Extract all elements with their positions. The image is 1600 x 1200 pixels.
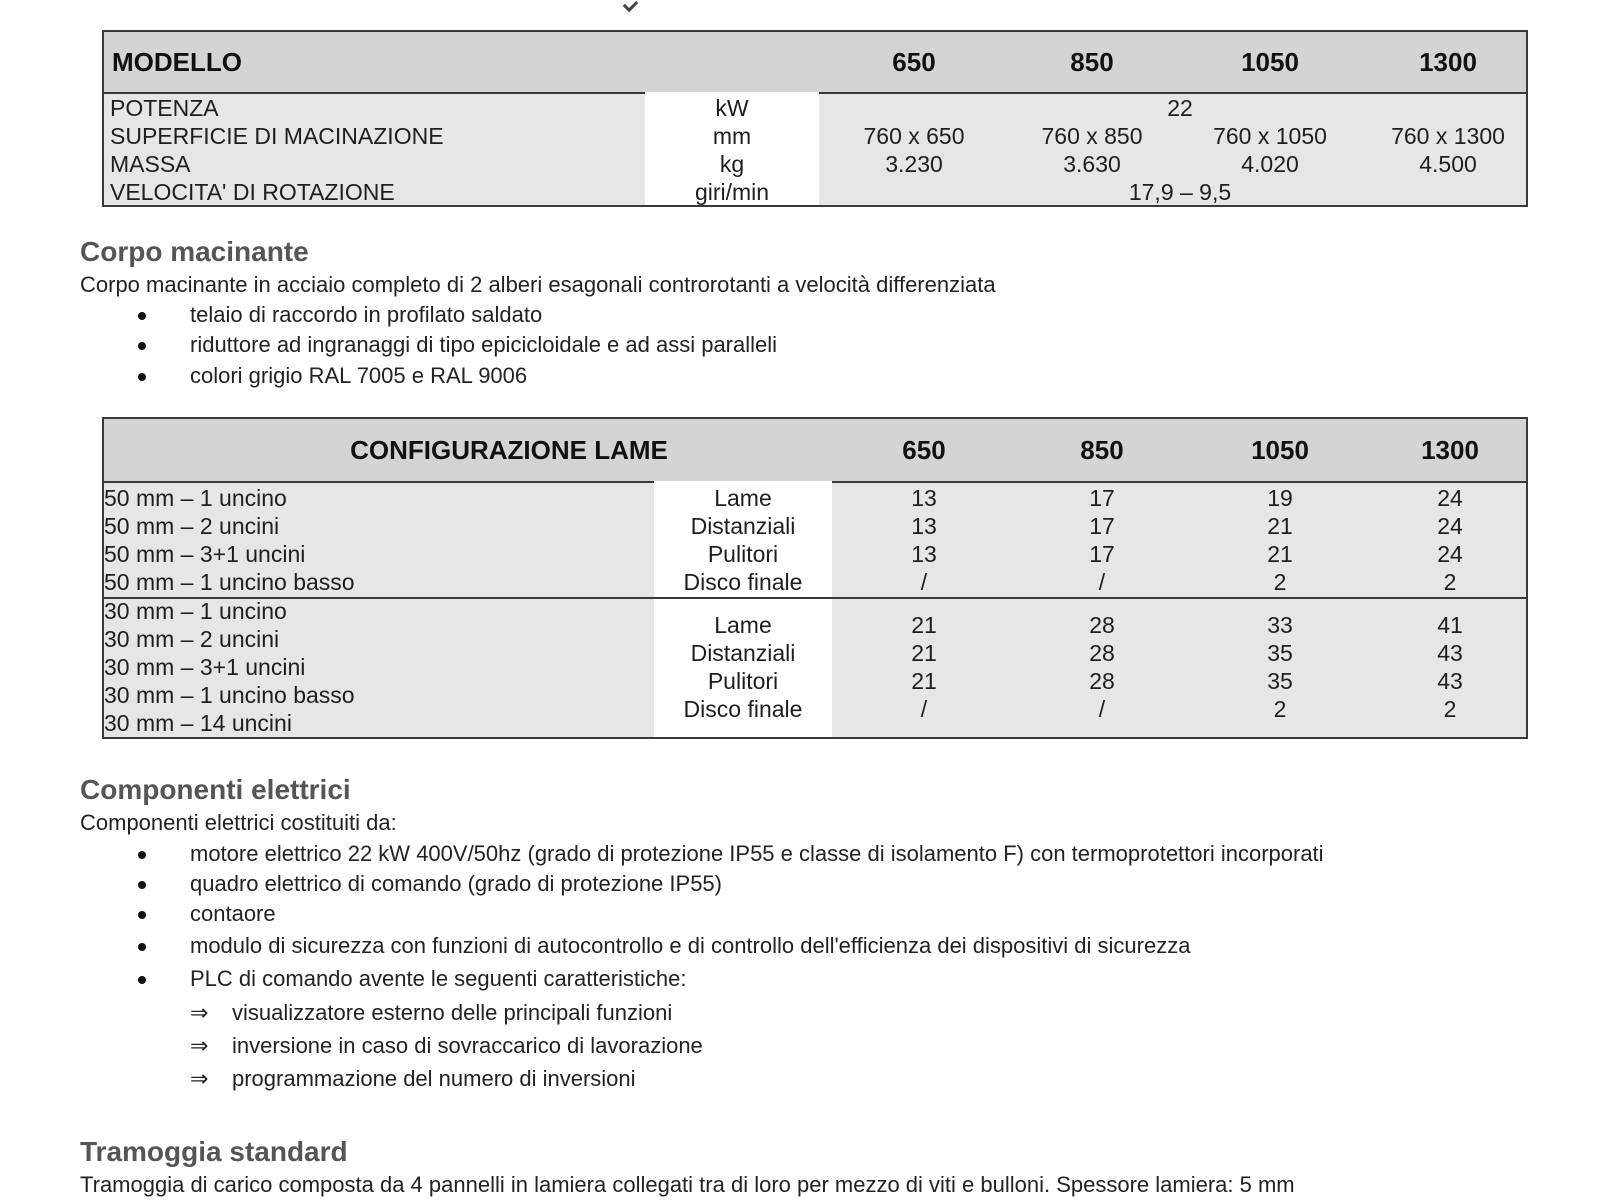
row-unit: giri/min [694,179,770,205]
value-1050: 21 [1267,541,1293,567]
arrow-icon: ⇒ [190,1033,209,1058]
value-850: 760 x 850 [1041,123,1143,149]
bullet-icon [138,881,146,889]
section-heading-elettrici: Componenti elettrici [80,774,351,805]
config-label: 50 mm – 3+1 uncini [104,541,306,567]
row-label: SUPERFICIE DI MACINAZIONE [110,123,444,149]
value-650: / [920,569,928,595]
value-1300: 24 [1437,513,1463,539]
bullet-icon [138,851,146,859]
list-item-text: motore elettrico 22 kW 400V/50hz (grado di protezione IP55 e classe di isolamento F) con termoprotettori incorporati [190,841,1324,866]
value-1300: 760 x 1300 [1391,123,1505,149]
list-item-text: inversione in caso di sovraccarico di lavorazione [232,1033,703,1058]
list-item-text: colori grigio RAL 7005 e RAL 9006 [190,363,528,388]
part-label: Lame [714,612,772,638]
row-unit: kW [715,95,749,121]
header-650: 650 [902,434,946,465]
section-intro-corpo: Corpo macinante in acciaio completo di 2 alberi esagonali controrotanti a velocità differenziata [80,272,996,297]
list-item-text: visualizzatore esterno delle principali funzioni [232,1000,673,1025]
value-850: 28 [1089,668,1115,694]
list-item-text: contaore [190,901,276,926]
bullet-icon [138,976,146,984]
value-650: 13 [911,485,937,511]
part-label: Disco finale [683,696,803,722]
value-1300: 2 [1443,569,1457,595]
header-850: 850 [1080,434,1124,465]
bullet-icon [138,943,146,951]
section-heading-corpo: Corpo macinante [80,236,309,267]
config-label: 30 mm – 2 uncini [104,626,280,652]
row-merged-value: 22 [1167,95,1193,121]
list-item-text: quadro elettrico di comando (grado di protezione IP55) [190,871,722,896]
value-1300: 4.500 [1419,151,1477,177]
part-label: Distanziali [690,513,796,539]
blade-config-table [102,417,1528,739]
value-650: / [920,696,928,722]
bullet-icon [138,342,146,350]
value-1300: 43 [1437,640,1463,666]
spec-table [102,30,1528,207]
section-heading-tramoggia: Tramoggia standard [80,1136,348,1167]
header-1300: 1300 [1419,46,1477,77]
value-1300: 2 [1443,696,1457,722]
value-1050: 21 [1267,513,1293,539]
bullet-icon [138,373,146,381]
row-label: POTENZA [110,95,219,121]
config-label: 30 mm – 1 uncino [104,598,287,624]
value-1300: 24 [1437,541,1463,567]
header-1050: 1050 [1251,434,1309,465]
config-label: 30 mm – 3+1 uncini [104,654,306,680]
list-item-text: PLC di comando avente le seguenti caratteristiche: [190,966,687,991]
part-label: Disco finale [683,569,803,595]
value-850: 17 [1089,513,1115,539]
row-unit: kg [719,151,745,177]
top-mark [623,0,639,12]
blade-table-header [104,419,1526,483]
value-650: 760 x 650 [863,123,965,149]
value-850: 3.630 [1063,151,1121,177]
value-1050: 19 [1267,485,1293,511]
header-850: 850 [1070,46,1114,77]
value-1050: 2 [1273,696,1287,722]
row-label: MASSA [110,151,191,177]
part-label: Distanziali [690,640,796,666]
row-label: VELOCITA' DI ROTAZIONE [110,179,395,205]
value-850: / [1098,696,1106,722]
value-850: / [1098,569,1106,595]
value-850: 28 [1089,640,1115,666]
value-1050: 35 [1267,640,1293,666]
bullet-icon [138,312,146,320]
section-intro-elettrici: Componenti elettrici costituiti da: [80,810,397,835]
header-1050: 1050 [1241,46,1299,77]
header-1300: 1300 [1421,434,1479,465]
value-1300: 24 [1437,485,1463,511]
value-1050: 4.020 [1241,151,1299,177]
config-label: 50 mm – 2 uncini [104,513,280,539]
part-label: Pulitori [707,668,779,694]
part-label: Pulitori [707,541,779,567]
value-650: 21 [911,668,937,694]
value-850: 17 [1089,485,1115,511]
value-650: 13 [911,513,937,539]
arrow-icon: ⇒ [190,1000,209,1025]
value-1050: 2 [1273,569,1287,595]
value-1300: 43 [1437,668,1463,694]
header-650: 650 [892,46,936,77]
value-850: 17 [1089,541,1115,567]
value-1050: 760 x 1050 [1213,123,1327,149]
value-650: 3.230 [885,151,943,177]
spec-table-header [104,32,1526,94]
list-item-text: programmazione del numero di inversioni [232,1066,636,1091]
arrow-icon: ⇒ [190,1066,209,1091]
row-merged-value: 17,9 – 9,5 [1128,179,1232,205]
config-label: 30 mm – 1 uncino basso [104,682,355,708]
config-label: 30 mm – 14 uncini [104,710,292,736]
part-label: Lame [714,485,772,511]
value-650: 13 [911,541,937,567]
value-650: 21 [911,640,937,666]
value-650: 21 [911,612,937,638]
bullet-icon [138,911,146,919]
config-label: 50 mm – 1 uncino basso [104,569,355,595]
value-850: 28 [1089,612,1115,638]
list-item-text: riduttore ad ingranaggi di tipo epicicloidale e ad assi paralleli [190,332,778,357]
value-1050: 35 [1267,668,1293,694]
config-label: 50 mm – 1 uncino [104,485,287,511]
row-unit: mm [712,123,752,149]
group-divider [104,597,1526,599]
list-item-text: telaio di raccordo in profilato saldato [190,302,543,327]
section-text-tramoggia: Tramoggia di carico composta da 4 pannelli in lamiera collegati tra di loro per mezzo di viti e bulloni. Spessore lamiera: 5 mm [80,1172,1295,1197]
header-modello: MODELLO [112,46,242,77]
value-1300: 41 [1437,612,1463,638]
list-item-text: modulo di sicurezza con funzioni di autocontrollo e di controllo dell'efficienza dei dispositivi di sicurezza [190,933,1191,958]
header-configurazione: CONFIGURAZIONE LAME [350,434,668,465]
value-1050: 33 [1267,612,1293,638]
